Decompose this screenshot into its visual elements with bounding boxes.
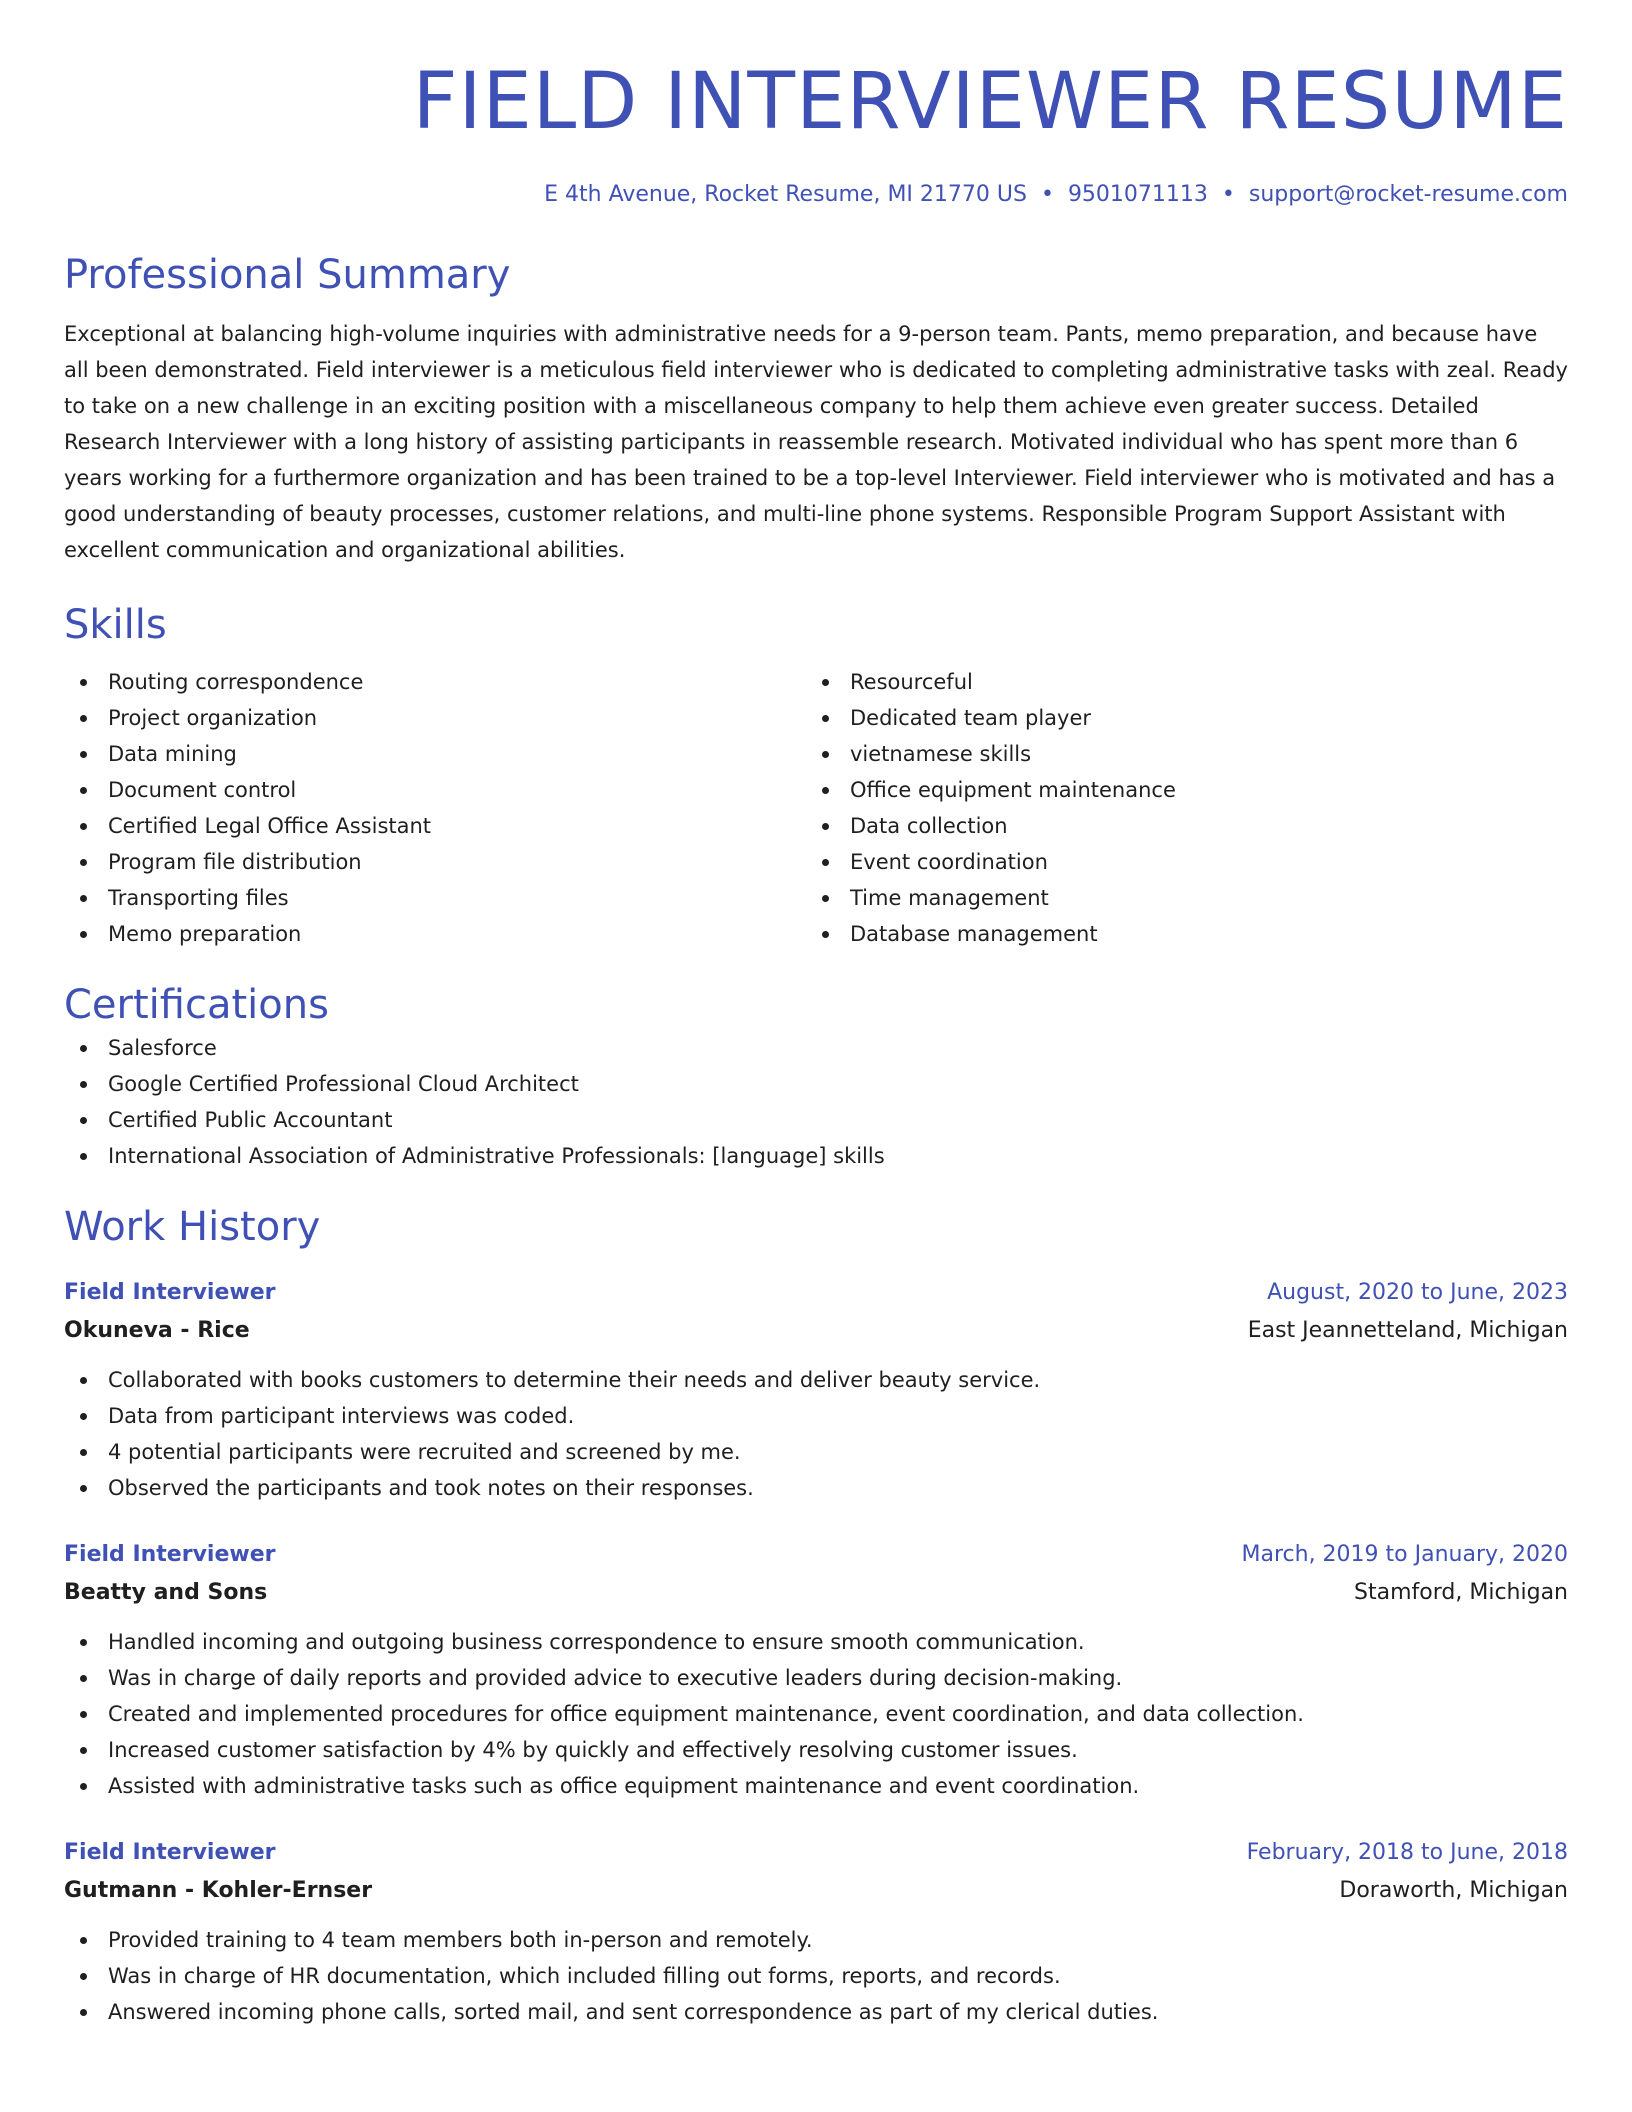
job-title: Field Interviewer — [64, 1840, 276, 1865]
job-dates: August, 2020 to June, 2023 — [1267, 1280, 1568, 1305]
skill-item: Time management — [806, 880, 1548, 916]
job-entry — [64, 1536, 1568, 1804]
certification-item: International Association of Administrative Professionals: [language] skills — [64, 1138, 1568, 1174]
job-dates: February, 2018 to June, 2018 — [1246, 1840, 1568, 1865]
job-company-row — [64, 1312, 1568, 1350]
contact-email: support@rocket-resume.com — [1248, 182, 1568, 207]
job-bullet: Was in charge of HR documentation, which included filling out forms, reports, and records. — [64, 1958, 1568, 1994]
job-bullets — [64, 1922, 1568, 2030]
resume-page — [64, 0, 1568, 2030]
job-bullet: Collaborated with books customers to determine their needs and deliver beauty service. — [64, 1362, 1568, 1398]
job-bullet: Assisted with administrative tasks such as office equipment maintenance and event coordination. — [64, 1768, 1568, 1804]
job-bullet: Increased customer satisfaction by 4% by quickly and effectively resolving customer issues. — [64, 1732, 1568, 1768]
skill-item: Memo preparation — [64, 916, 806, 952]
certifications-heading: Certifications — [64, 982, 329, 1028]
skills-list-left — [64, 664, 806, 952]
job-bullet: 4 potential participants were recruited and screened by me. — [64, 1434, 1568, 1470]
job-bullet: Was in charge of daily reports and provided advice to executive leaders during decision-making. — [64, 1660, 1568, 1696]
work-history-heading: Work History — [64, 1204, 321, 1250]
skill-item: Project organization — [64, 700, 806, 736]
job-company-row — [64, 1574, 1568, 1612]
job-title-row — [64, 1274, 1568, 1312]
contact-line — [64, 180, 1568, 210]
skills-column-right — [806, 664, 1548, 952]
skill-item: Routing correspondence — [64, 664, 806, 700]
job-bullet: Data from participant interviews was coded. — [64, 1398, 1568, 1434]
skill-item: Office equipment maintenance — [806, 772, 1548, 808]
summary-text: Exceptional at balancing high-volume inquiries with administrative needs for a 9-person team. Pants, memo preparation, and because have all been demonstrated. Field interviewer is a meticulous field interviewer who is dedicated to completing administrative tasks with zeal. Ready to take on a new challenge in an exciting position with a miscellaneous company to help them achieve even greater success. Detailed Research Interviewer with a long history of assisting participants in reassemble research. Motivated individual who has spent more than 6 years working for a furthermore organization and has been trained to be a top-level Interviewer. Field interviewer who is motivated and has a good understanding of beauty processes, customer relations, and multi-line phone systems. Responsible Program Support Assistant with excellent communication and organizational abilities. — [64, 322, 1568, 562]
skill-item: Data collection — [806, 808, 1548, 844]
skill-item: Program file distribution — [64, 844, 806, 880]
job-location: East Jeannetteland, Michigan — [1247, 1318, 1568, 1343]
job-title: Field Interviewer — [64, 1542, 276, 1567]
job-company: Okuneva - Rice — [64, 1318, 250, 1343]
skills-heading: Skills — [64, 602, 167, 648]
job-bullet: Answered incoming phone calls, sorted mail, and sent correspondence as part of my clerical duties. — [64, 1994, 1568, 2030]
contact-separator: • — [1040, 182, 1054, 207]
skill-item: Event coordination — [806, 844, 1548, 880]
skills-grid — [64, 664, 1568, 952]
job-location: Doraworth, Michigan — [1339, 1878, 1568, 1903]
skill-item: Document control — [64, 772, 806, 808]
job-company-row — [64, 1872, 1568, 1910]
contact-separator: • — [1221, 182, 1235, 207]
job-bullet: Observed the participants and took notes on their responses. — [64, 1470, 1568, 1506]
job-company: Gutmann - Kohler-Ernser — [64, 1878, 373, 1903]
skill-item: Transporting files — [64, 880, 806, 916]
job-bullets — [64, 1624, 1568, 1804]
certification-item: Google Certified Professional Cloud Architect — [64, 1066, 1568, 1102]
job-bullet: Provided training to 4 team members both in-person and remotely. — [64, 1922, 1568, 1958]
skills-column-left — [64, 664, 806, 952]
job-title-row — [64, 1834, 1568, 1872]
job-bullet: Handled incoming and outgoing business correspondence to ensure smooth communication. — [64, 1624, 1568, 1660]
skill-item: Data mining — [64, 736, 806, 772]
contact-phone: 9501071113 — [1067, 182, 1208, 207]
job-bullets — [64, 1362, 1568, 1506]
job-entry — [64, 1834, 1568, 2030]
resume-title: FIELD INTERVIEWER RESUME — [412, 57, 1568, 147]
skill-item: Dedicated team player — [806, 700, 1548, 736]
job-company: Beatty and Sons — [64, 1580, 268, 1605]
certification-item: Certified Public Accountant — [64, 1102, 1568, 1138]
job-bullet: Created and implemented procedures for office equipment maintenance, event coordination, and data collection. — [64, 1696, 1568, 1732]
skill-item: Database management — [806, 916, 1548, 952]
summary-heading: Professional Summary — [64, 252, 511, 298]
certification-item: Salesforce — [64, 1030, 1568, 1066]
job-entry — [64, 1274, 1568, 1506]
skills-list-right — [806, 664, 1548, 952]
certifications-list — [64, 1030, 1568, 1174]
skill-item: vietnamese skills — [806, 736, 1548, 772]
skill-item: Certified Legal Office Assistant — [64, 808, 806, 844]
skill-item: Resourceful — [806, 664, 1548, 700]
job-title-row — [64, 1536, 1568, 1574]
job-dates: March, 2019 to January, 2020 — [1241, 1542, 1568, 1567]
job-location: Stamford, Michigan — [1354, 1580, 1568, 1605]
contact-address: E 4th Avenue, Rocket Resume, MI 21770 US — [544, 182, 1027, 207]
job-title: Field Interviewer — [64, 1280, 276, 1305]
